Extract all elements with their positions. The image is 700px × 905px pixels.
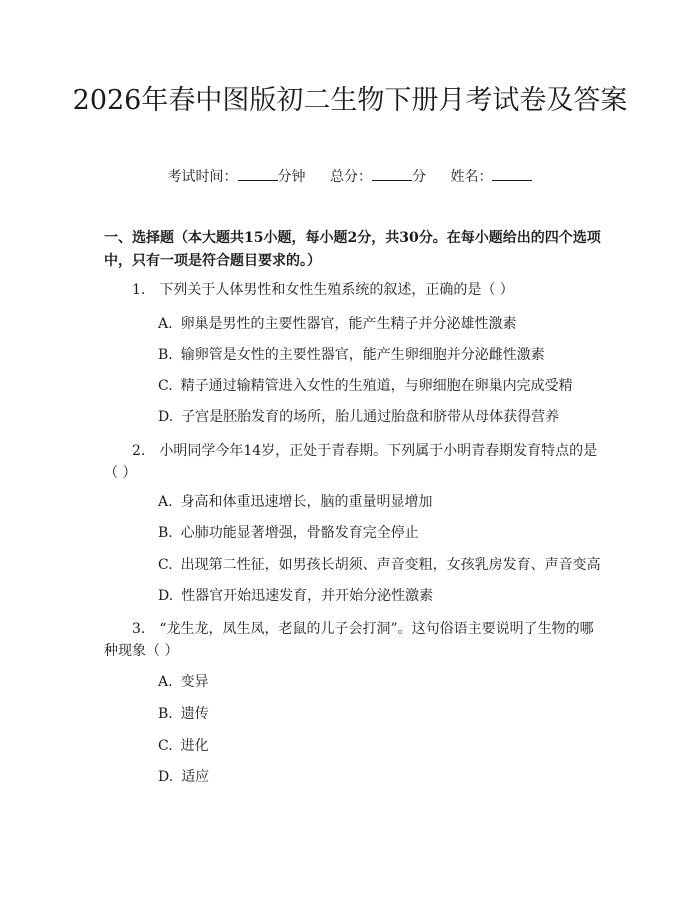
- name-blank: [492, 166, 532, 181]
- option-text: 遗传: [180, 706, 209, 722]
- option-text: 心肺功能显著增强，骨骼发育完全停止: [180, 525, 419, 541]
- option-letter: B.: [158, 347, 173, 363]
- question-text: “龙生龙，凤生凤，老鼠的儿子会打洞”。这句俗语主要说明了生物的哪种现象（ ）: [104, 621, 594, 659]
- question-2-option-b: [158, 523, 598, 543]
- option-text: 性器官开始迅速发育，并开始分泌性激素: [181, 588, 434, 604]
- option-text: 变异: [180, 674, 209, 690]
- option-letter: D.: [158, 409, 174, 425]
- option-letter: C.: [158, 557, 173, 573]
- name-field: [450, 169, 532, 185]
- question-number: 1.: [132, 282, 146, 298]
- option-letter: B.: [158, 525, 173, 541]
- question-1-option-a: [158, 314, 598, 334]
- name-label: 姓名：: [450, 169, 493, 185]
- question-2-option-c: [158, 555, 601, 575]
- question-2-option-a: [158, 492, 598, 512]
- page-title: 2026年春中图版初二生物下册月考试卷及答案: [72, 85, 628, 116]
- option-text: 输卵管是女性的主要性器官，能产生卵细胞并分泌雌性激素: [180, 347, 545, 363]
- option-letter: C.: [158, 378, 173, 394]
- exam-time-field: [168, 169, 306, 185]
- score-blank: [372, 166, 412, 181]
- option-text: 出现第二性征，如男孩长胡须、声音变粗，女孩乳房发育、声音变高: [180, 557, 601, 573]
- option-letter: B.: [158, 706, 173, 722]
- option-letter: D.: [158, 588, 174, 604]
- question-1-option-d: [158, 407, 598, 427]
- option-text: 身高和体重迅速增长，脑的重量明显增加: [180, 494, 433, 510]
- option-letter: D.: [158, 769, 174, 785]
- option-text: 卵巢是男性的主要性器官，能产生精子并分泌雄性激素: [180, 316, 517, 332]
- time-label: 考试时间：: [167, 169, 238, 185]
- score-unit: 分: [412, 169, 426, 185]
- option-letter: A.: [158, 674, 173, 690]
- question-2-option-d: [158, 586, 598, 606]
- time-blank: [238, 166, 278, 181]
- option-text: 进化: [180, 738, 209, 754]
- question-text: 下列关于人体男性和女性生殖系统的叙述，正确的是（ ）: [159, 282, 514, 298]
- question-1: [104, 279, 600, 301]
- question-3: [104, 618, 600, 662]
- score-label: 总分：: [330, 169, 372, 185]
- time-unit: 分钟: [277, 169, 306, 185]
- exam-meta: [0, 166, 700, 187]
- section-heading: 一、选择题（本大题共15小题，每小题2分，共30分。在每小题给出的四个选项中，只有一项是符合题目要求的。）: [104, 230, 601, 269]
- question-3-option-c: [158, 736, 598, 756]
- question-number: 3.: [132, 621, 146, 637]
- option-text: 精子通过输精管进入女性的生殖道，与卵细胞在卵巢内完成受精: [180, 378, 573, 394]
- option-letter: A.: [158, 494, 173, 510]
- question-number: 2.: [132, 443, 146, 459]
- total-score-field: [330, 169, 426, 185]
- option-text: 子宫是胚胎发育的场所，胎儿通过胎盘和脐带从母体获得营养: [181, 409, 560, 425]
- option-letter: A.: [158, 316, 173, 332]
- question-1-option-b: [158, 345, 598, 365]
- option-text: 适应: [181, 769, 210, 785]
- question-2: [104, 440, 600, 484]
- question-3-option-d: [158, 767, 598, 787]
- question-3-option-a: [158, 672, 598, 692]
- question-1-option-c: [158, 376, 598, 396]
- option-letter: C.: [158, 738, 173, 754]
- question-text: 小明同学今年14岁，正处于青春期。下列属于小明青春期发育特点的是（ ）: [104, 443, 598, 481]
- question-3-option-b: [158, 704, 598, 724]
